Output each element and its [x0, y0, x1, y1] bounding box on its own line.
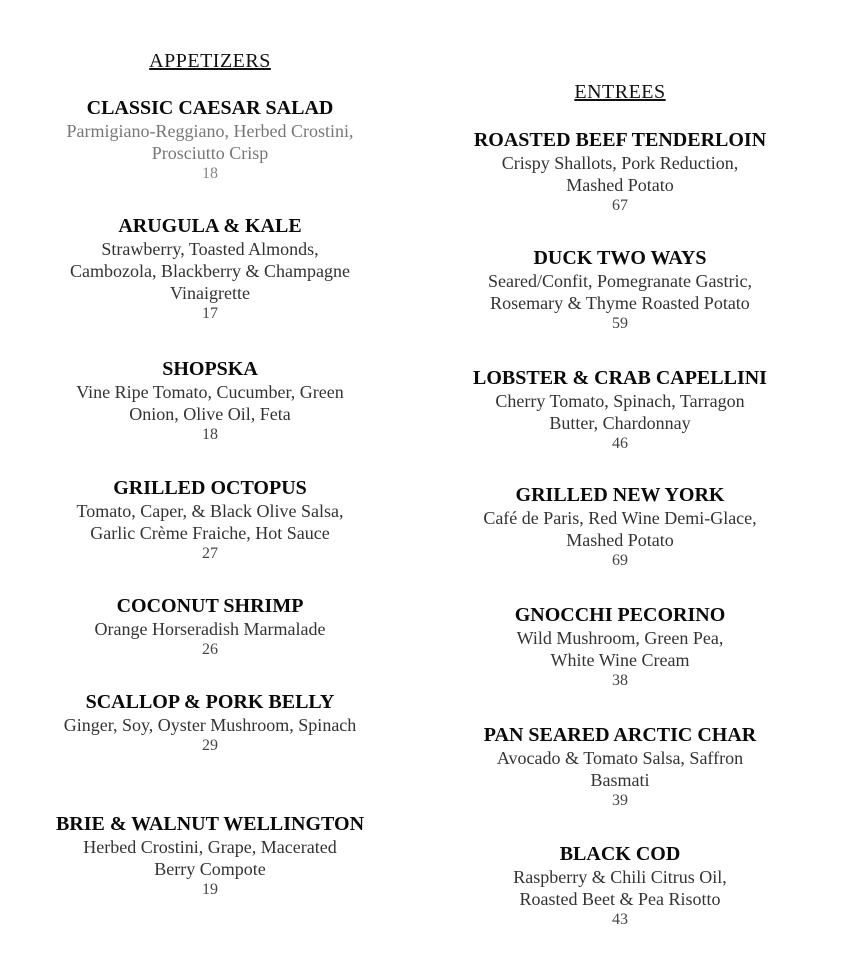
item-description: Rosemary & Thyme Roasted Potato — [490, 293, 750, 313]
item-name: BRIE & WALNUT WELLINGTON — [55, 813, 365, 835]
menu-item — [415, 723, 825, 811]
item-price: 18 — [202, 165, 218, 182]
item-description: Butter, Chardonnay — [549, 413, 691, 433]
item-description: Cambozola, Blackberry & Champagne — [70, 261, 350, 281]
item-description: Avocado & Tomato Salsa, Saffron — [496, 748, 744, 768]
item-description: Herbed Crostini, Grape, Macerated — [83, 837, 337, 857]
item-price: 27 — [202, 545, 218, 562]
item-price: 26 — [202, 641, 218, 658]
appetizers-section — [10, 0, 410, 977]
item-description: Parmigiano-Reggiano, Herbed Crostini, — [66, 121, 354, 141]
item-description: Garlic Crème Fraiche, Hot Sauce — [90, 523, 330, 543]
item-description: Orange Horseradish Marmalade — [94, 619, 326, 639]
item-price: 18 — [202, 426, 218, 443]
item-name: LOBSTER & CRAB CAPELLINI — [473, 367, 767, 389]
item-name: DUCK TWO WAYS — [533, 247, 707, 269]
item-price: 59 — [612, 315, 628, 332]
item-name: GRILLED NEW YORK — [515, 484, 725, 506]
item-name: CLASSIC CAESAR SALAD — [86, 97, 334, 119]
item-price: 19 — [202, 881, 218, 898]
item-description: Crispy Shallots, Pork Reduction, — [501, 153, 739, 173]
item-description: Vinaigrette — [170, 283, 250, 303]
menu-item — [10, 476, 410, 564]
menu-item — [415, 366, 825, 454]
menu-item — [415, 842, 825, 930]
menu-item — [10, 357, 410, 445]
entrees-heading: ENTREES — [574, 81, 666, 103]
item-description: Tomato, Caper, & Black Olive Salsa, — [76, 501, 344, 521]
item-description: Vine Ripe Tomato, Cucumber, Green — [76, 382, 344, 402]
menu-item — [10, 96, 410, 184]
menu-item — [415, 483, 825, 571]
item-price: 67 — [612, 197, 628, 214]
item-description: Berry Compote — [154, 859, 266, 879]
appetizers-heading: APPETIZERS — [149, 50, 271, 72]
item-name: SCALLOP & PORK BELLY — [85, 691, 335, 713]
menu-item — [415, 246, 825, 334]
item-description: Wild Mushroom, Green Pea, — [516, 628, 724, 648]
menu-item — [10, 812, 410, 900]
item-description: Onion, Olive Oil, Feta — [129, 404, 291, 424]
item-description: Cherry Tomato, Spinach, Tarragon — [495, 391, 745, 411]
item-name: PAN SEARED ARCTIC CHAR — [483, 724, 757, 746]
item-description: White Wine Cream — [550, 650, 690, 670]
item-name: GNOCCHI PECORINO — [514, 604, 726, 626]
item-description: Ginger, Soy, Oyster Mushroom, Spinach — [63, 715, 357, 735]
item-name: ARUGULA & KALE — [118, 215, 302, 237]
item-description: Seared/Confit, Pomegranate Gastric, — [488, 271, 752, 291]
item-price: 39 — [612, 792, 628, 809]
item-description: Strawberry, Toasted Almonds, — [101, 239, 319, 259]
item-price: 46 — [612, 435, 628, 452]
item-description: Mashed Potato — [566, 530, 674, 550]
menu-item — [10, 690, 410, 756]
item-name: COCONUT SHRIMP — [116, 595, 304, 617]
item-description: Raspberry & Chili Citrus Oil, — [513, 867, 727, 887]
item-name: BLACK COD — [559, 843, 681, 865]
item-name: ROASTED BEEF TENDERLOIN — [473, 129, 767, 151]
item-name: SHOPSKA — [162, 358, 258, 380]
entrees-section — [415, 0, 825, 977]
menu-item — [415, 128, 825, 216]
item-price: 43 — [612, 911, 628, 928]
item-price: 38 — [612, 672, 628, 689]
item-description: Mashed Potato — [566, 175, 674, 195]
item-name: GRILLED OCTOPUS — [113, 477, 307, 499]
item-description: Café de Paris, Red Wine Demi-Glace, — [483, 508, 757, 528]
menu-item — [10, 214, 410, 324]
menu-item — [10, 594, 410, 660]
item-description: Prosciutto Crisp — [151, 143, 269, 163]
item-price: 17 — [202, 305, 218, 322]
item-description: Roasted Beet & Pea Risotto — [519, 889, 721, 909]
item-description: Basmati — [590, 770, 650, 790]
menu-item — [415, 603, 825, 691]
item-price: 29 — [202, 737, 218, 754]
item-price: 69 — [612, 552, 628, 569]
